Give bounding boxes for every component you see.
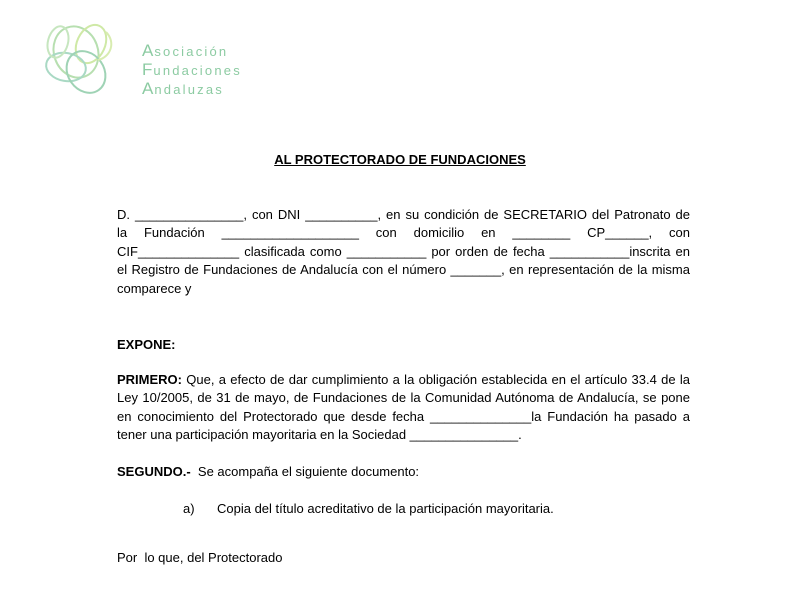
- segundo-text: Se acompaña el siguiente documento:: [190, 464, 420, 479]
- list-item-marker: a): [183, 501, 195, 516]
- logo-word-1: sociación: [154, 44, 229, 59]
- logo-cap-2: F: [142, 60, 154, 79]
- expone-heading: EXPONE:: [117, 337, 176, 352]
- list-item: [183, 500, 703, 518]
- intro-paragraph: [117, 206, 690, 298]
- primero-line: tener una participación mayoritaria en la Sociedad _______________.: [117, 427, 522, 443]
- intro-line: comparece y: [117, 280, 192, 296]
- list-item-text: Copia del título acreditativo de la participación mayoritaria.: [217, 501, 554, 516]
- logo-word-3: ndaluzas: [154, 82, 224, 97]
- logo-word-2: undaciones: [153, 63, 242, 78]
- logo-cap-3: A: [142, 79, 155, 98]
- closing-line: Por lo que, del Protectorado: [117, 550, 283, 565]
- primero-line: [117, 371, 690, 389]
- primero-line: en conocimiento del Protectorado que desde fecha ______________la Fundación ha pasado a: [117, 408, 690, 424]
- intro-line: D. _______________, con DNI __________, en su condición de SECRETARIO del Patronato de: [117, 207, 690, 222]
- logo-cap-1: A: [142, 41, 155, 60]
- primero-line-text: Que, a efecto de dar cumplimiento a la obligación establecida en el artículo 33.4 de la: [182, 372, 690, 387]
- document-title: [0, 152, 800, 167]
- intro-line: CIF______________ clasificada como ___________ por orden de fecha ___________inscrita en: [117, 243, 690, 259]
- intro-line: el Registro de Fundaciones de Andalucía con el número _______, en representación de la misma: [117, 262, 690, 278]
- primero-paragraph: [117, 371, 690, 445]
- segundo-paragraph: [117, 463, 690, 481]
- association-logo: [36, 12, 242, 102]
- logo-rings-icon: [36, 12, 146, 102]
- document-title-text: AL PROTECTORADO DE FUNDACIONES: [274, 152, 526, 167]
- intro-line: la Fundación ___________________ con domicilio en ________ CP______, con: [117, 225, 690, 241]
- logo-wordmark: [142, 42, 242, 99]
- primero-label: PRIMERO:: [117, 372, 182, 387]
- segundo-label: SEGUNDO.-: [117, 464, 191, 479]
- primero-line: Ley 10/2005, de 31 de mayo, de Fundaciones de la Comunidad Autónoma de Andalucía, se pone: [117, 390, 690, 406]
